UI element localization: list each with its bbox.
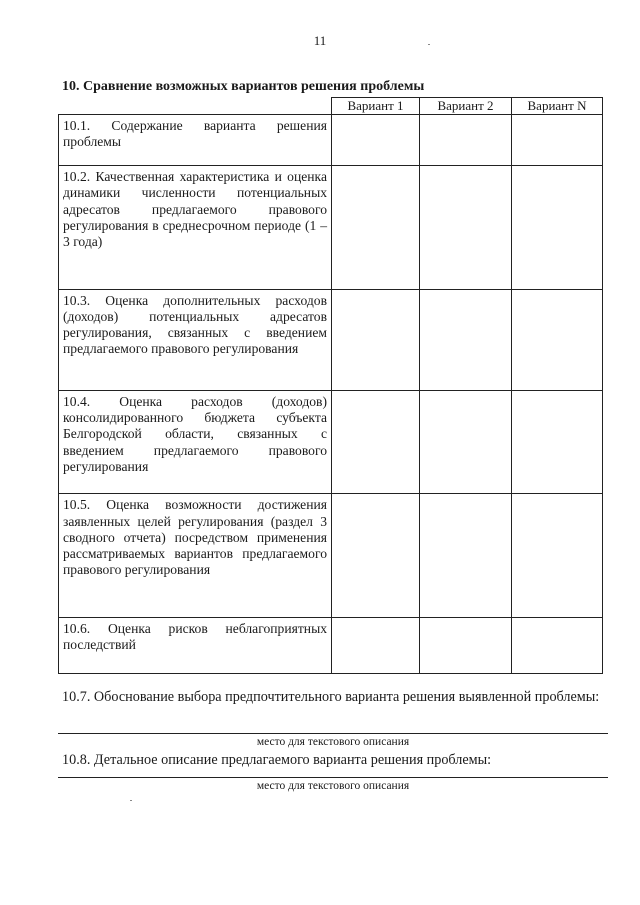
page-number: 11 xyxy=(313,33,327,48)
header-blank-cell xyxy=(59,98,332,115)
header-variant-2: Вариант 2 xyxy=(420,98,512,115)
variant-2-cell xyxy=(420,115,512,166)
variant-2-cell xyxy=(420,166,512,289)
item-10-8: 10.8. Детальное описание предлагаемого варианта решения проблемы: xyxy=(62,752,492,768)
variant-n-cell xyxy=(512,289,603,390)
table-row xyxy=(59,494,603,617)
scan-speck xyxy=(428,44,430,45)
variant-2-cell xyxy=(420,617,512,673)
criterion-10-5: 10.5. Оценка возможности достижения заявленных целей регулирования (раздел 3 сводного отчета) посредством применения рассматриваемых вариантов предлагаемого правового регулирования xyxy=(59,494,332,617)
variant-n-cell xyxy=(512,617,603,673)
item-10-7: 10.7. Обоснование выбора предпочтительного варианта решения выявленной проблемы: xyxy=(62,689,600,705)
scan-speck xyxy=(130,800,132,801)
table-row xyxy=(59,390,603,493)
variant-1-cell xyxy=(332,115,420,166)
placeholder-caption-10-7: место для текстового описания xyxy=(256,736,410,748)
comparison-table xyxy=(58,97,603,674)
variant-n-cell xyxy=(512,166,603,289)
variant-2-cell xyxy=(420,289,512,390)
variant-1-cell xyxy=(332,289,420,390)
criterion-10-2: 10.2. Качественная характеристика и оценка динамики численности потенциальных адресатов предлагаемого правового регулирования в среднесрочном периоде (1 – 3 года) xyxy=(59,166,332,289)
variant-n-cell xyxy=(512,115,603,166)
table-header-row xyxy=(59,98,603,115)
table-row xyxy=(59,166,603,289)
variant-n-cell xyxy=(512,390,603,493)
criterion-10-1: 10.1. Содержание варианта решения проблемы xyxy=(59,115,332,166)
variant-1-cell xyxy=(332,617,420,673)
table-row xyxy=(59,289,603,390)
text-line-10-8 xyxy=(58,777,608,778)
table-row xyxy=(59,115,603,166)
variant-1-cell xyxy=(332,494,420,617)
criterion-10-6: 10.6. Оценка рисков неблагоприятных последствий xyxy=(59,617,332,673)
text-line-10-7 xyxy=(58,733,608,734)
criterion-10-3: 10.3. Оценка дополнительных расходов (доходов) потенциальных адресатов регулирования, связанных с введением предлагаемого правового регулирования xyxy=(59,289,332,390)
variant-1-cell xyxy=(332,166,420,289)
variant-n-cell xyxy=(512,494,603,617)
variant-2-cell xyxy=(420,390,512,493)
header-variant-1: Вариант 1 xyxy=(332,98,420,115)
criterion-10-4: 10.4. Оценка расходов (доходов) консолидированного бюджета субъекта Белгородской области, связанных с введением предлагаемого правового регулирования xyxy=(59,390,332,493)
placeholder-caption-10-8: место для текстового описания xyxy=(256,780,410,792)
header-variant-n: Вариант N xyxy=(512,98,603,115)
table-row xyxy=(59,617,603,673)
variant-2-cell xyxy=(420,494,512,617)
variant-1-cell xyxy=(332,390,420,493)
section-title: 10. Сравнение возможных вариантов решения проблемы xyxy=(62,79,425,94)
